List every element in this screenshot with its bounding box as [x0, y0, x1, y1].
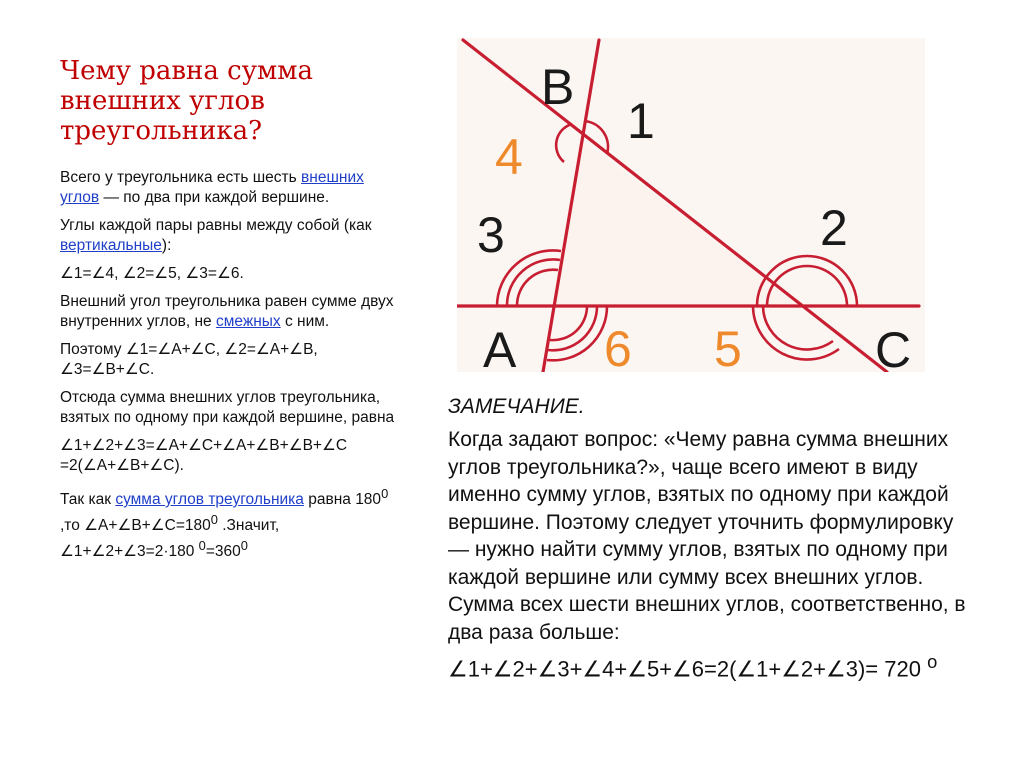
- text: — по два при каждой вершине.: [99, 189, 330, 206]
- text: .Значит, ∠1+∠2+∠3=2·180: [60, 517, 280, 561]
- vertex-a-label: A: [483, 322, 517, 372]
- paragraph-vertical-angles: [60, 216, 405, 256]
- angle-1-label: 1: [627, 93, 655, 149]
- remark-block: [448, 394, 968, 683]
- triangle-external-angles-figure: [457, 38, 925, 372]
- text: с ним.: [280, 313, 330, 330]
- superscript: 0: [198, 538, 206, 554]
- angle-3-label: 3: [477, 207, 505, 263]
- text: ,то ∠A+∠B+∠C=180: [60, 517, 211, 535]
- remark-body: Когда задают вопрос: «Чему равна сумма внешних углов треугольника?», чаще всего имеют в виду именно сумму углов, взятых по одному при каждой вершине. Поэтому следует уточнить формулировку — нужно найти сумму углов, взятых по одному при каждой вершине или сумму всех внешних углов. Сумма всех шести внешних углов, соответственно, в два раза больше:: [448, 428, 966, 644]
- paragraph-angle-equalities: ∠1=∠4, ∠2=∠5, ∠3=∠6.: [60, 265, 244, 282]
- superscript: 0: [240, 538, 248, 554]
- paragraph-sum-formula: ∠1+∠2+∠3=∠A+∠C+∠A+∠B+∠B+∠C =2(∠A+∠B+∠C).: [60, 437, 348, 474]
- left-text-column: [60, 168, 405, 570]
- angle-4-label: 4: [495, 129, 523, 185]
- paragraph-external-angle-theorem: [60, 292, 405, 332]
- text: ):: [161, 237, 172, 254]
- link-vertical-angles[interactable]: вертикальные: [60, 237, 162, 254]
- link-external-angles[interactable]: внешних углов: [60, 169, 364, 206]
- text: Внешний угол треугольника равен сумме двух внутренних углов, не: [60, 293, 394, 330]
- paragraph-sum-intro: Отсюда сумма внешних углов треугольника, взятых по одному при каждой вершине, равна: [60, 389, 395, 426]
- superscript: 0: [210, 512, 218, 528]
- link-triangle-angle-sum[interactable]: сумма углов треугольника: [115, 491, 304, 509]
- paragraph-six-external-angles: [60, 168, 405, 208]
- angle-6-label: 6: [604, 321, 632, 372]
- angle-5-label: 5: [714, 321, 742, 372]
- text: =360: [205, 543, 241, 561]
- angle-2-label: 2: [820, 200, 848, 256]
- paragraph-angle-sums: Поэтому ∠1=∠A+∠C, ∠2=∠A+∠B, ∠3=∠B+∠C.: [60, 341, 318, 378]
- figure-background: [457, 38, 925, 372]
- formula-text: ∠1+∠2+∠3+∠4+∠5+∠6=2(∠1+∠2+∠3)= 720: [448, 656, 921, 682]
- superscript: 0: [381, 486, 389, 501]
- text: равна 180: [303, 491, 382, 509]
- paragraph-conclusion: [60, 484, 405, 562]
- superscript: о: [927, 651, 938, 672]
- remark-heading: ЗАМЕЧАНИЕ.: [448, 395, 585, 418]
- vertex-b-label: B: [541, 59, 575, 115]
- text: Углы каждой пары равны между собой (как: [60, 217, 372, 234]
- link-adjacent[interactable]: смежных: [215, 313, 281, 330]
- vertex-c-label: C: [875, 322, 912, 372]
- remark-formula: [448, 648, 968, 683]
- text: Всего у треугольника есть шесть: [60, 169, 302, 186]
- slide-title: Чему равна сумма внешних углов треугольника?: [60, 56, 313, 146]
- text: Так как: [60, 491, 116, 509]
